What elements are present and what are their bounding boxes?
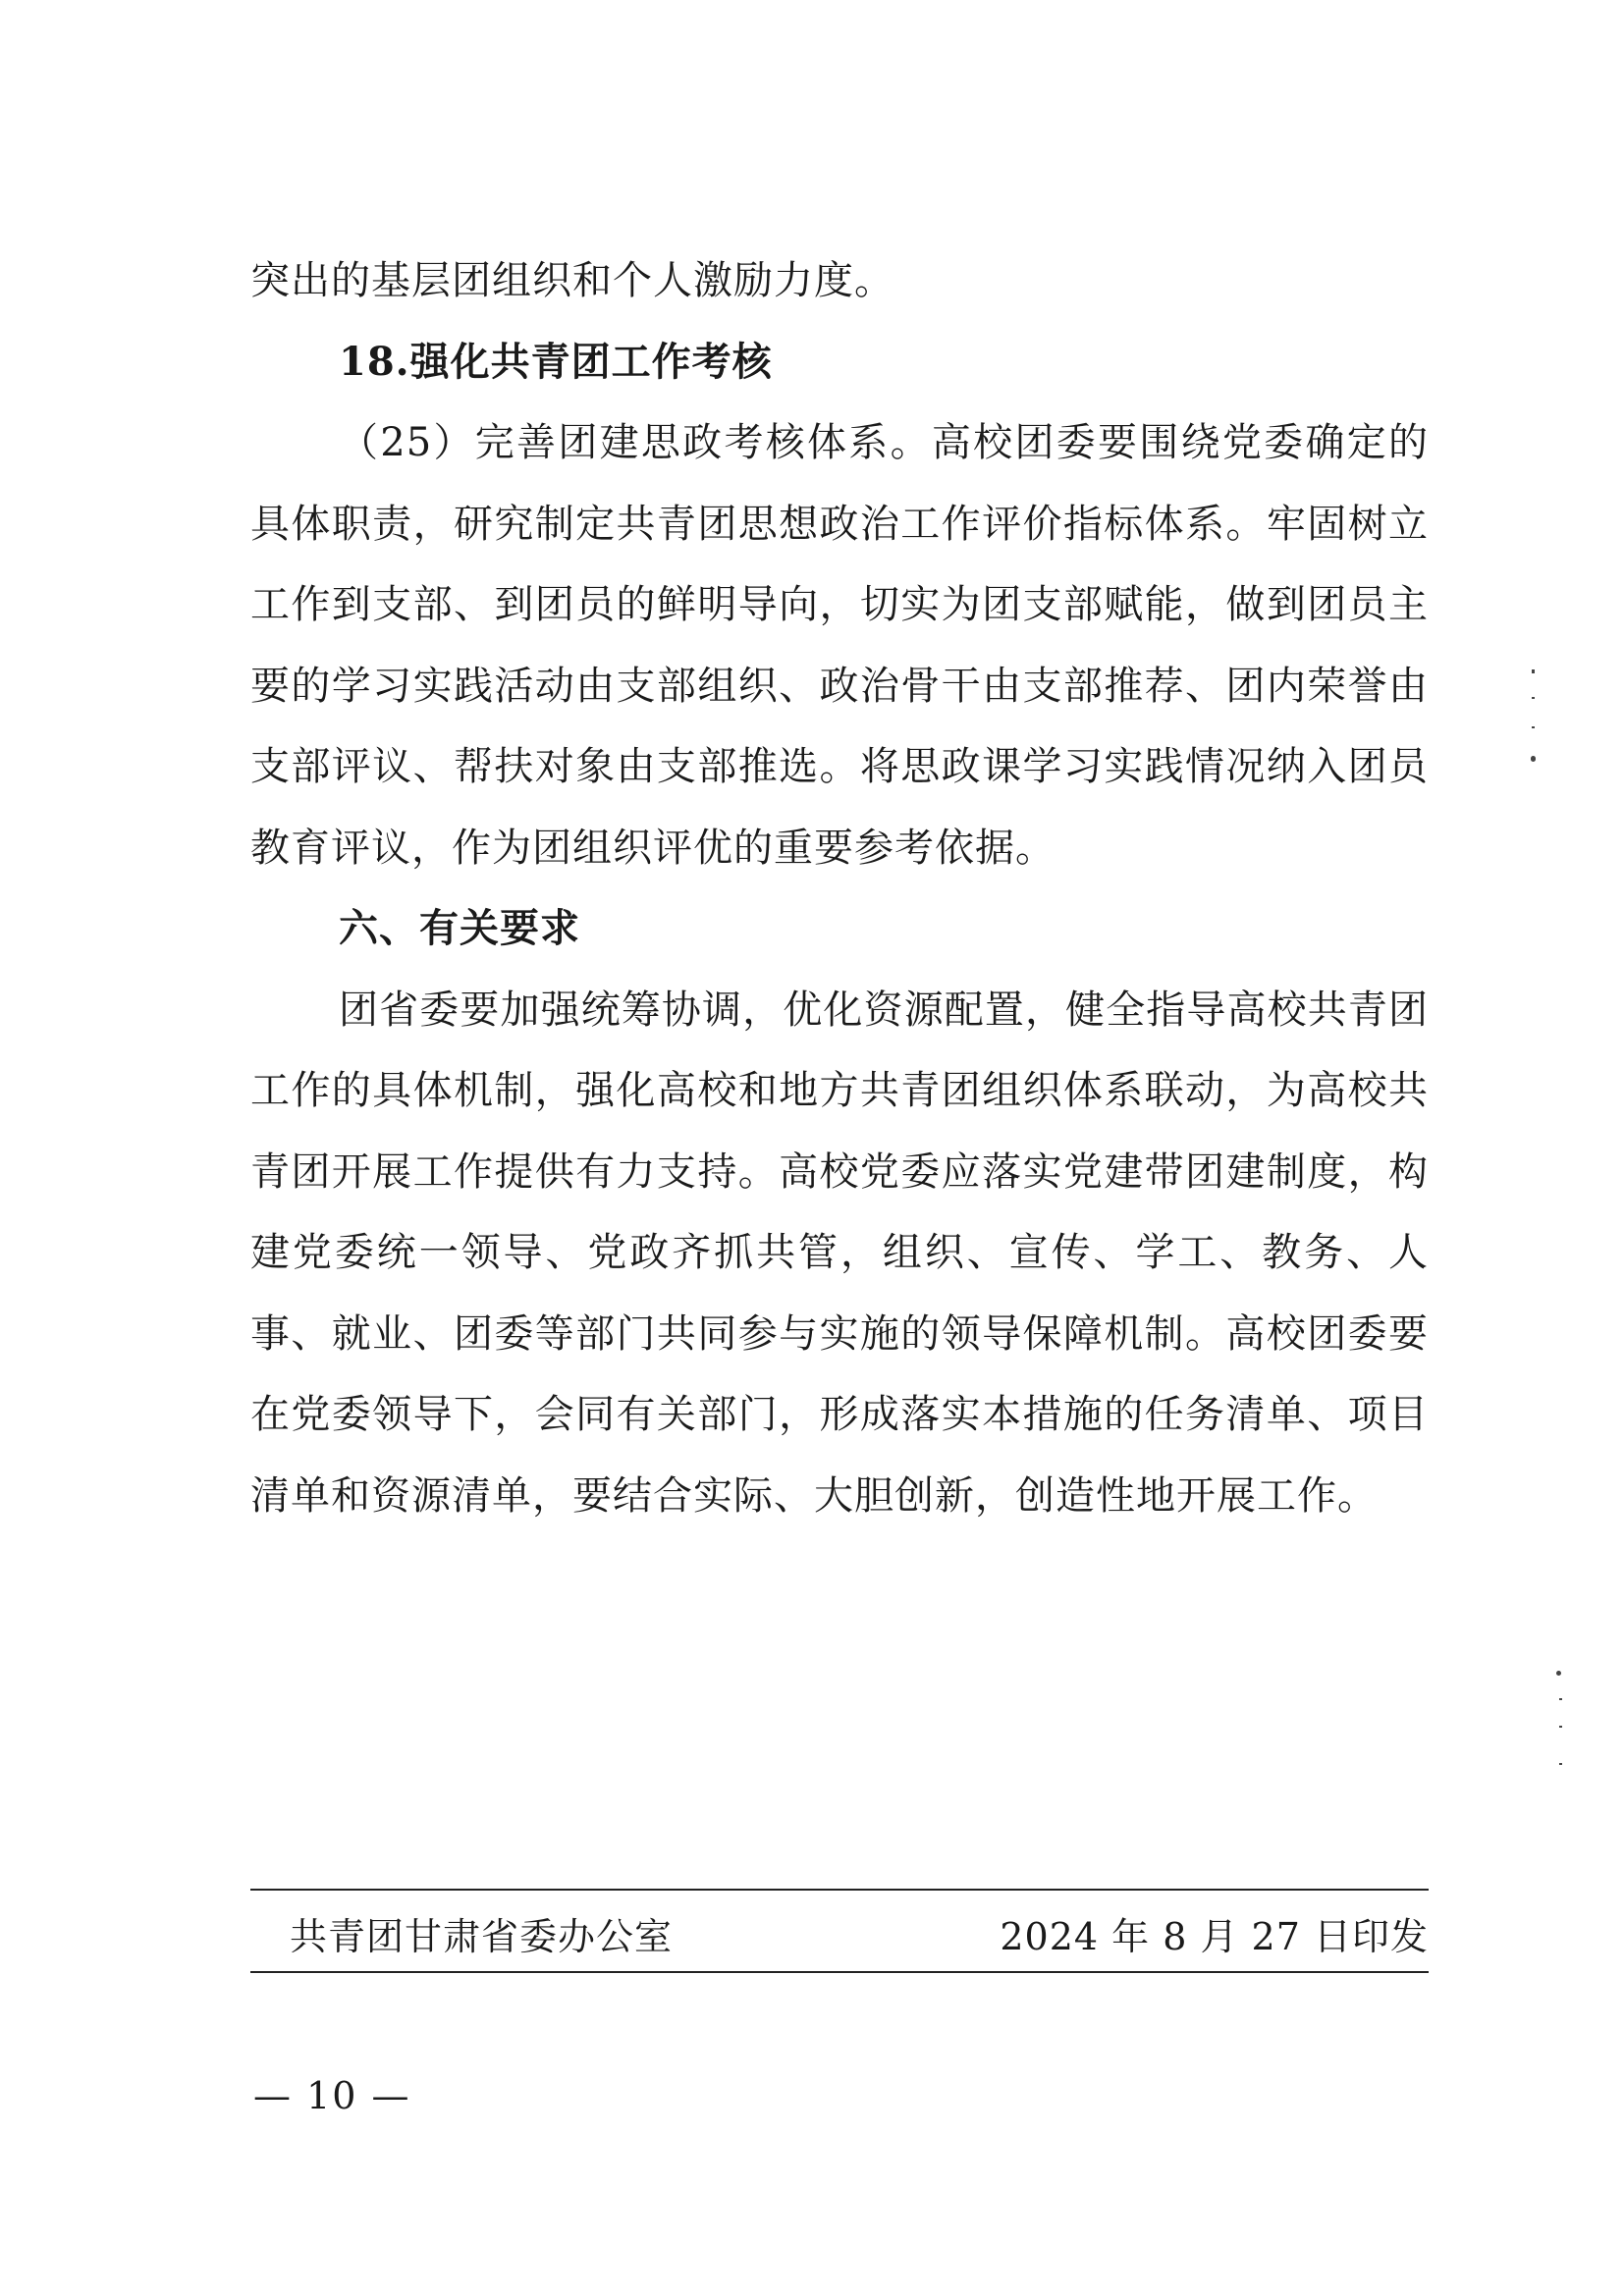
binding-mark	[1559, 1726, 1562, 1728]
binding-mark	[1532, 726, 1535, 728]
page-number: — 10 —	[253, 2074, 411, 2117]
subheading-title: 强化共青团工作考核	[409, 339, 773, 385]
paragraph-25: （25）完善团建思政考核体系。高校团委要围绕党委确定的具体职责，研究制定共青团思想政治工作评价指标体系。牢固树立工作到支部、到团员的鲜明导向，切实为团支部赋能，做到团员主要的学习实践活动由支部组织、政治骨干由支部推荐、团内荣誉由支部评议、帮扶对象由支部推选。将思政课学习实践情况纳入团员教育评议，作为团组织评优的重要参考依据。	[250, 420, 1429, 871]
binding-mark	[1556, 1671, 1561, 1676]
footer-top-rule	[250, 1889, 1429, 1891]
subheading-18	[250, 322, 1429, 403]
section-heading-requirements: 六、有关要求	[339, 906, 580, 951]
binding-mark	[1559, 1698, 1562, 1700]
binding-mark	[1559, 1763, 1562, 1765]
binding-mark	[1531, 756, 1536, 762]
subheading-number: 18.	[339, 338, 410, 385]
continuation-paragraph: 突出的基层团组织和个人激励力度。	[250, 258, 894, 303]
issue-date: 2024 年 8 月 27 日印发	[1000, 1915, 1429, 1958]
binding-mark	[1532, 669, 1535, 673]
document-body	[250, 240, 1429, 1536]
issuer-name: 共青团甘肃省委办公室	[290, 1915, 674, 1958]
footer-bottom-rule	[250, 1971, 1429, 1973]
issuance-line	[250, 1912, 1429, 1961]
requirements-paragraph: 团省委要加强统筹协调，优化资源配置，健全指导高校共青团工作的具体机制，强化高校和地方共青团组织体系联动，为高校共青团开展工作提供有力支持。高校党委应落实党建带团建制度，构建党委统一领导、党政齐抓共管，组织、宣传、学工、教务、人事、就业、团委等部门共同参与实施的领导保障机制。高校团委要在党委领导下，会同有关部门，形成落实本措施的任务清单、项目清单和资源清单，要结合实际、大胆创新，创造性地开展工作。	[250, 987, 1429, 1519]
binding-mark	[1532, 697, 1535, 699]
